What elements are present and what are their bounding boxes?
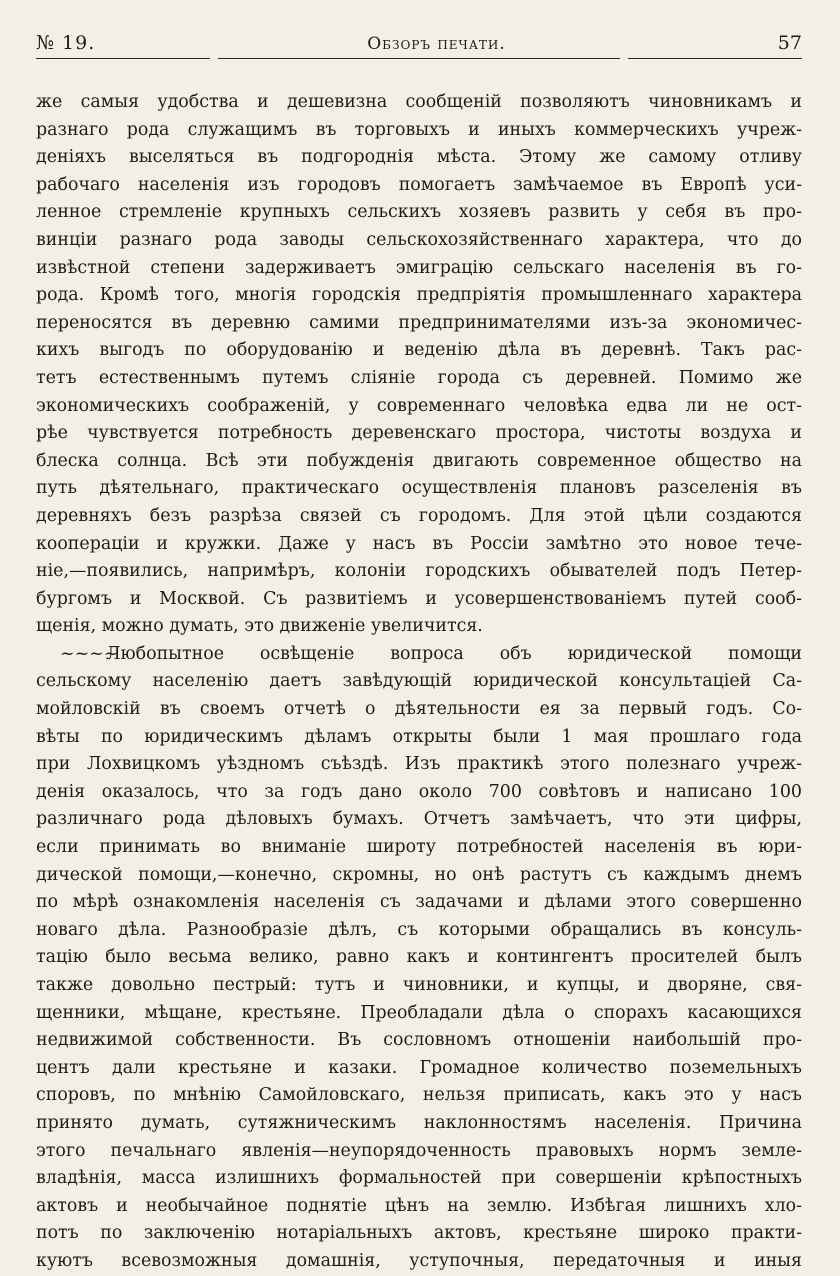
text-line: центъ дали крестьяне и казаки. Громадное количество поземельныхъ (36, 1057, 802, 1078)
text-line: потъ по заключенію нотаріальныхъ актовъ, крестьяне широко практи- (36, 1223, 802, 1244)
text-line: дической помощи,—конечно, скромны, но онѣ растутъ съ каждымъ днемъ (36, 864, 802, 885)
text-line: извѣстной степени задерживаетъ эмиграцію сельскаго населенія въ го- (36, 257, 802, 278)
text-line: же самыя удобства и дешевизна сообщеній позволяютъ чиновникамъ и (36, 92, 802, 112)
text-line: ленное стремленіе крупныхъ сельскихъ хозяевъ развить у себя въ про- (36, 202, 802, 223)
text-line: разнаго рода служащимъ въ торговыхъ и иныхъ коммерческихъ учреж- (36, 119, 802, 140)
header-rule-right (628, 58, 802, 59)
text-line: экономическихъ соображеній, у современнаго человѣка едва ли не ост- (36, 395, 802, 416)
header-rule-left (36, 58, 210, 59)
text-line: рода. Кромѣ того, многія городскія предпріятія промышленнаго характера (36, 285, 802, 306)
text-line: рабочаго населенія изъ городовъ помогаетъ замѣчаемое въ Европѣ уси- (36, 174, 802, 195)
header-rule (36, 58, 802, 59)
text-line: денія оказалось, что за годъ дано около 700 совѣтовъ и написано 100 (36, 781, 802, 802)
text-line: путь дѣятельнаго, практическаго осуществленія плановъ разселенія въ (36, 478, 802, 499)
text-line: винціи разнаго рода заводы сельскохозяйственнаго характера, что до (36, 229, 802, 250)
text-line: актовъ и необычайное поднятіе цѣнъ на землю. Избѣгая лишнихъ хло- (36, 1195, 802, 1216)
section-mark: ~~~~ (60, 643, 119, 664)
text-line: тацію было весьма велико, равно какъ и контингентъ просителей былъ (36, 947, 802, 968)
issue-number: № 19. (36, 32, 96, 54)
header-rule-middle (218, 58, 619, 59)
text-line: щенія, можно думать, это движеніе увеличится. (36, 616, 483, 637)
text-line: Любопытное освѣщеніе вопроса объ юридической помощи (106, 643, 802, 664)
paragraph-start-line (36, 641, 802, 669)
text-line: при Лохвицкомъ уѣздномъ съѣздѣ. Изъ практикѣ этого полезнаго учреж- (36, 754, 802, 775)
text-line: кихъ выгодъ по оборудованію и веденію дѣла въ деревнѣ. Такъ рас- (36, 340, 802, 361)
text-line: этого печальнаго явленія—неупорядоченность правовыхъ нормъ земле- (36, 1140, 802, 1161)
text-line: новаго дѣла. Разнообразіе дѣлъ, съ которыми обращались въ консуль- (36, 919, 802, 940)
text-line: споровъ, по мнѣнію Самойловскаго, нельзя приписать, какъ это у насъ (36, 1085, 802, 1106)
page-number: 57 (777, 32, 802, 54)
article-body (36, 89, 802, 1276)
text-line: щенники, мѣщане, крестьяне. Преобладали дѣла о спорахъ касающихся (36, 1002, 802, 1023)
text-line: ніе,—появились, напримѣръ, колоніи городскихъ обывателей подъ Петер- (36, 561, 802, 582)
text-line: если принимать во вниманіе широту потребностей населенія въ юри- (36, 837, 802, 858)
text-line: тетъ естественнымъ путемъ сліяніе города съ деревней. Помимо же (36, 367, 802, 388)
text-line: бургомъ и Москвой. Съ развитіемъ и усовершенствованіемъ путей сооб- (36, 588, 802, 609)
text-line: коопераціи и кружки. Даже у насъ въ Россіи замѣтно это новое тече- (36, 533, 802, 554)
text-line: деніяхъ выселяться въ подгороднія мѣста. Этому же самому отливу (36, 147, 802, 168)
text-line: куютъ всевозможныя домашнія, уступочныя, передаточныя и иныя (36, 1250, 802, 1271)
text-line: недвижимой собственности. Въ сословномъ отношеніи наибольшій про- (36, 1030, 802, 1051)
text-line: различнаго рода дѣловыхъ бумахъ. Отчетъ замѣчаетъ, что эти цифры, (36, 809, 802, 830)
text-line: вѣты по юридическимъ дѣламъ открыты были 1 мая прошлаго года (36, 726, 802, 747)
text-line: блеска солнца. Всѣ эти побужденія двигають современное общество на (36, 450, 802, 471)
running-title: Обзоръ печати. (367, 34, 506, 54)
text-line: мойловскій въ своемъ отчетѣ о дѣятельности ея за первый годъ. Со- (36, 699, 802, 720)
text-line: переносятся въ деревню самими предпринимателями изъ-за экономичес- (36, 312, 802, 333)
text-line: также довольно пестрый: тутъ и чиновники, и купцы, и дворяне, свя- (36, 975, 802, 995)
text-line: деревняхъ безъ разрѣза связей съ городомъ. Для этой цѣли создаются (36, 505, 802, 526)
text-line: владѣнія, масса излишнихъ формальностей при совершеніи крѣпостныхъ (36, 1168, 802, 1189)
text-line: сельскому населенію даетъ завѣдующій юридической консультаціей Са- (36, 671, 802, 692)
text-line: по мѣрѣ ознакомленія населенія съ задачами и дѣлами этого совершенно (36, 892, 802, 913)
text-line: принято думать, сутяжническимъ наклонностямъ населенія. Причина (36, 1112, 802, 1133)
running-header (36, 22, 802, 54)
text-line: рѣе чувствуется потребность деревенскаго простора, чистоты воздуха и (36, 423, 802, 444)
